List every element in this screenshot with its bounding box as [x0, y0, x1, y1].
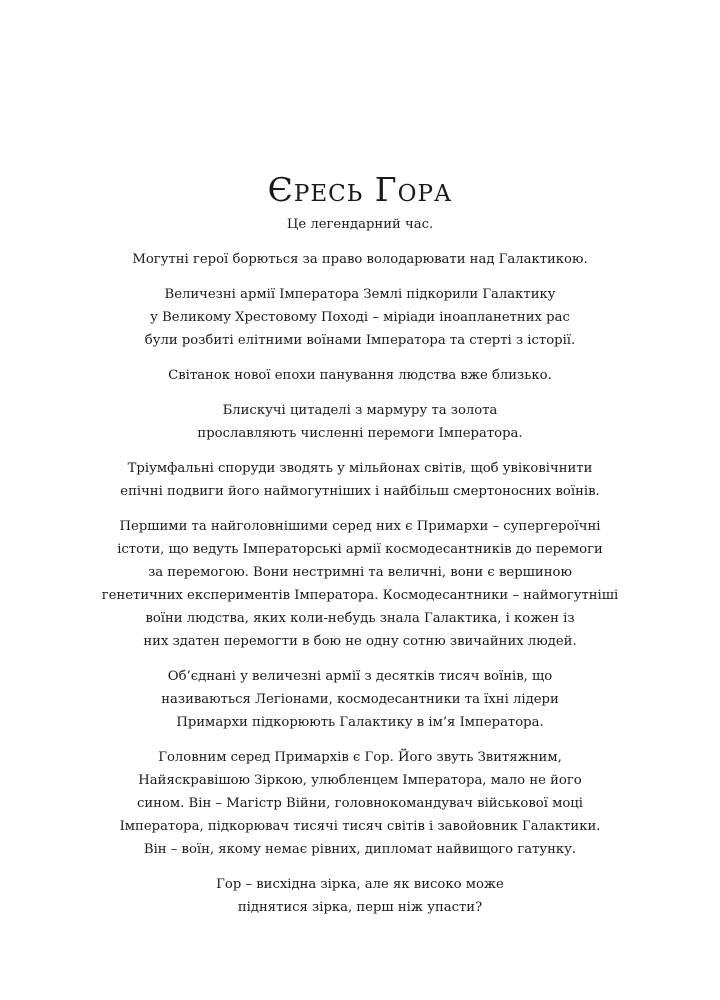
- text-line: Найяскравішою Зіркою, улюбленцем Імператора, мало не його: [138, 773, 582, 788]
- text-line: Він – воїн, якому немає рівних, дипломат найвищого гатунку.: [143, 842, 577, 857]
- paragraph: [90, 746, 630, 861]
- paragraph: [90, 457, 630, 503]
- text-line: у Великому Хрестовому Поході – міріади іноапланетних рас: [150, 310, 570, 325]
- text-line: Гор – висхідна зірка, але як високо може: [216, 877, 504, 892]
- paragraph: [90, 399, 630, 445]
- text-line: Першими та найголовнішими серед них є Примархи – супергероїчні: [119, 519, 601, 534]
- text-line: воїни людства, яких коли-небудь знала Галактика, і кожен із: [145, 611, 575, 626]
- text-line: істоти, що ведуть Імператорські армії космодесантників до перемоги: [117, 542, 603, 557]
- paragraph: [90, 873, 630, 919]
- text-line: Імператора, підкорювач тисячі тисяч світів і завойовник Галактики.: [119, 819, 601, 834]
- text-line: називаються Легіонами, космодесантники та їхні лідери: [161, 692, 559, 707]
- text-line: прославляють численні перемоги Імператора.: [197, 426, 523, 441]
- paragraph: [90, 665, 630, 734]
- text-line: піднятися зірка, перш ніж упасти?: [237, 900, 483, 915]
- paragraph: [90, 515, 630, 653]
- text-line: Тріумфальні споруди зводять у мільйонах світів, щоб увіковічнити: [127, 461, 593, 476]
- text-line: Величезні армії Імператора Землі підкорили Галактику: [164, 287, 556, 302]
- paragraph: [90, 364, 630, 387]
- paragraph: [90, 283, 630, 352]
- text-line: Це легендарний час.: [286, 217, 434, 232]
- text-line: Блискучі цитаделі з мармуру та золота: [222, 403, 498, 418]
- text-line: Могутні герої борються за право володарювати над Галактикою.: [132, 252, 588, 267]
- text-line: Світанок нової епохи панування людства вже близько.: [168, 368, 552, 383]
- paragraph: [90, 248, 630, 271]
- text-line: сином. Він – Магістр Війни, головнокомандувач військової моці: [136, 796, 584, 811]
- text-line: були розбиті елітними воїнами Імператора та стерті з історії.: [144, 333, 576, 348]
- text-line: генетичних експериментів Імператора. Космодесантники – наймогутніші: [101, 588, 619, 603]
- page-title: Єресь Гора: [267, 170, 453, 209]
- text-line: епічні подвиги його наймогутніших і найбільш смертоносних воїнів.: [120, 484, 600, 499]
- text-line: Головним серед Примархів є Гор. Його звуть Звитяжним,: [158, 750, 562, 765]
- text-line: Об’єднані у величезні армії з десятків тисяч воїнів, що: [167, 669, 553, 684]
- text-line: Примархи підкорюють Галактику в ім’я Імператора.: [176, 715, 544, 730]
- text-line: за перемогою. Вони нестримні та величні, вони є вершиною: [148, 565, 572, 580]
- paragraph: [90, 213, 630, 236]
- text-line: них здатен перемогти в бою не одну сотню звичайних людей.: [143, 634, 577, 649]
- prologue-text: [90, 213, 630, 931]
